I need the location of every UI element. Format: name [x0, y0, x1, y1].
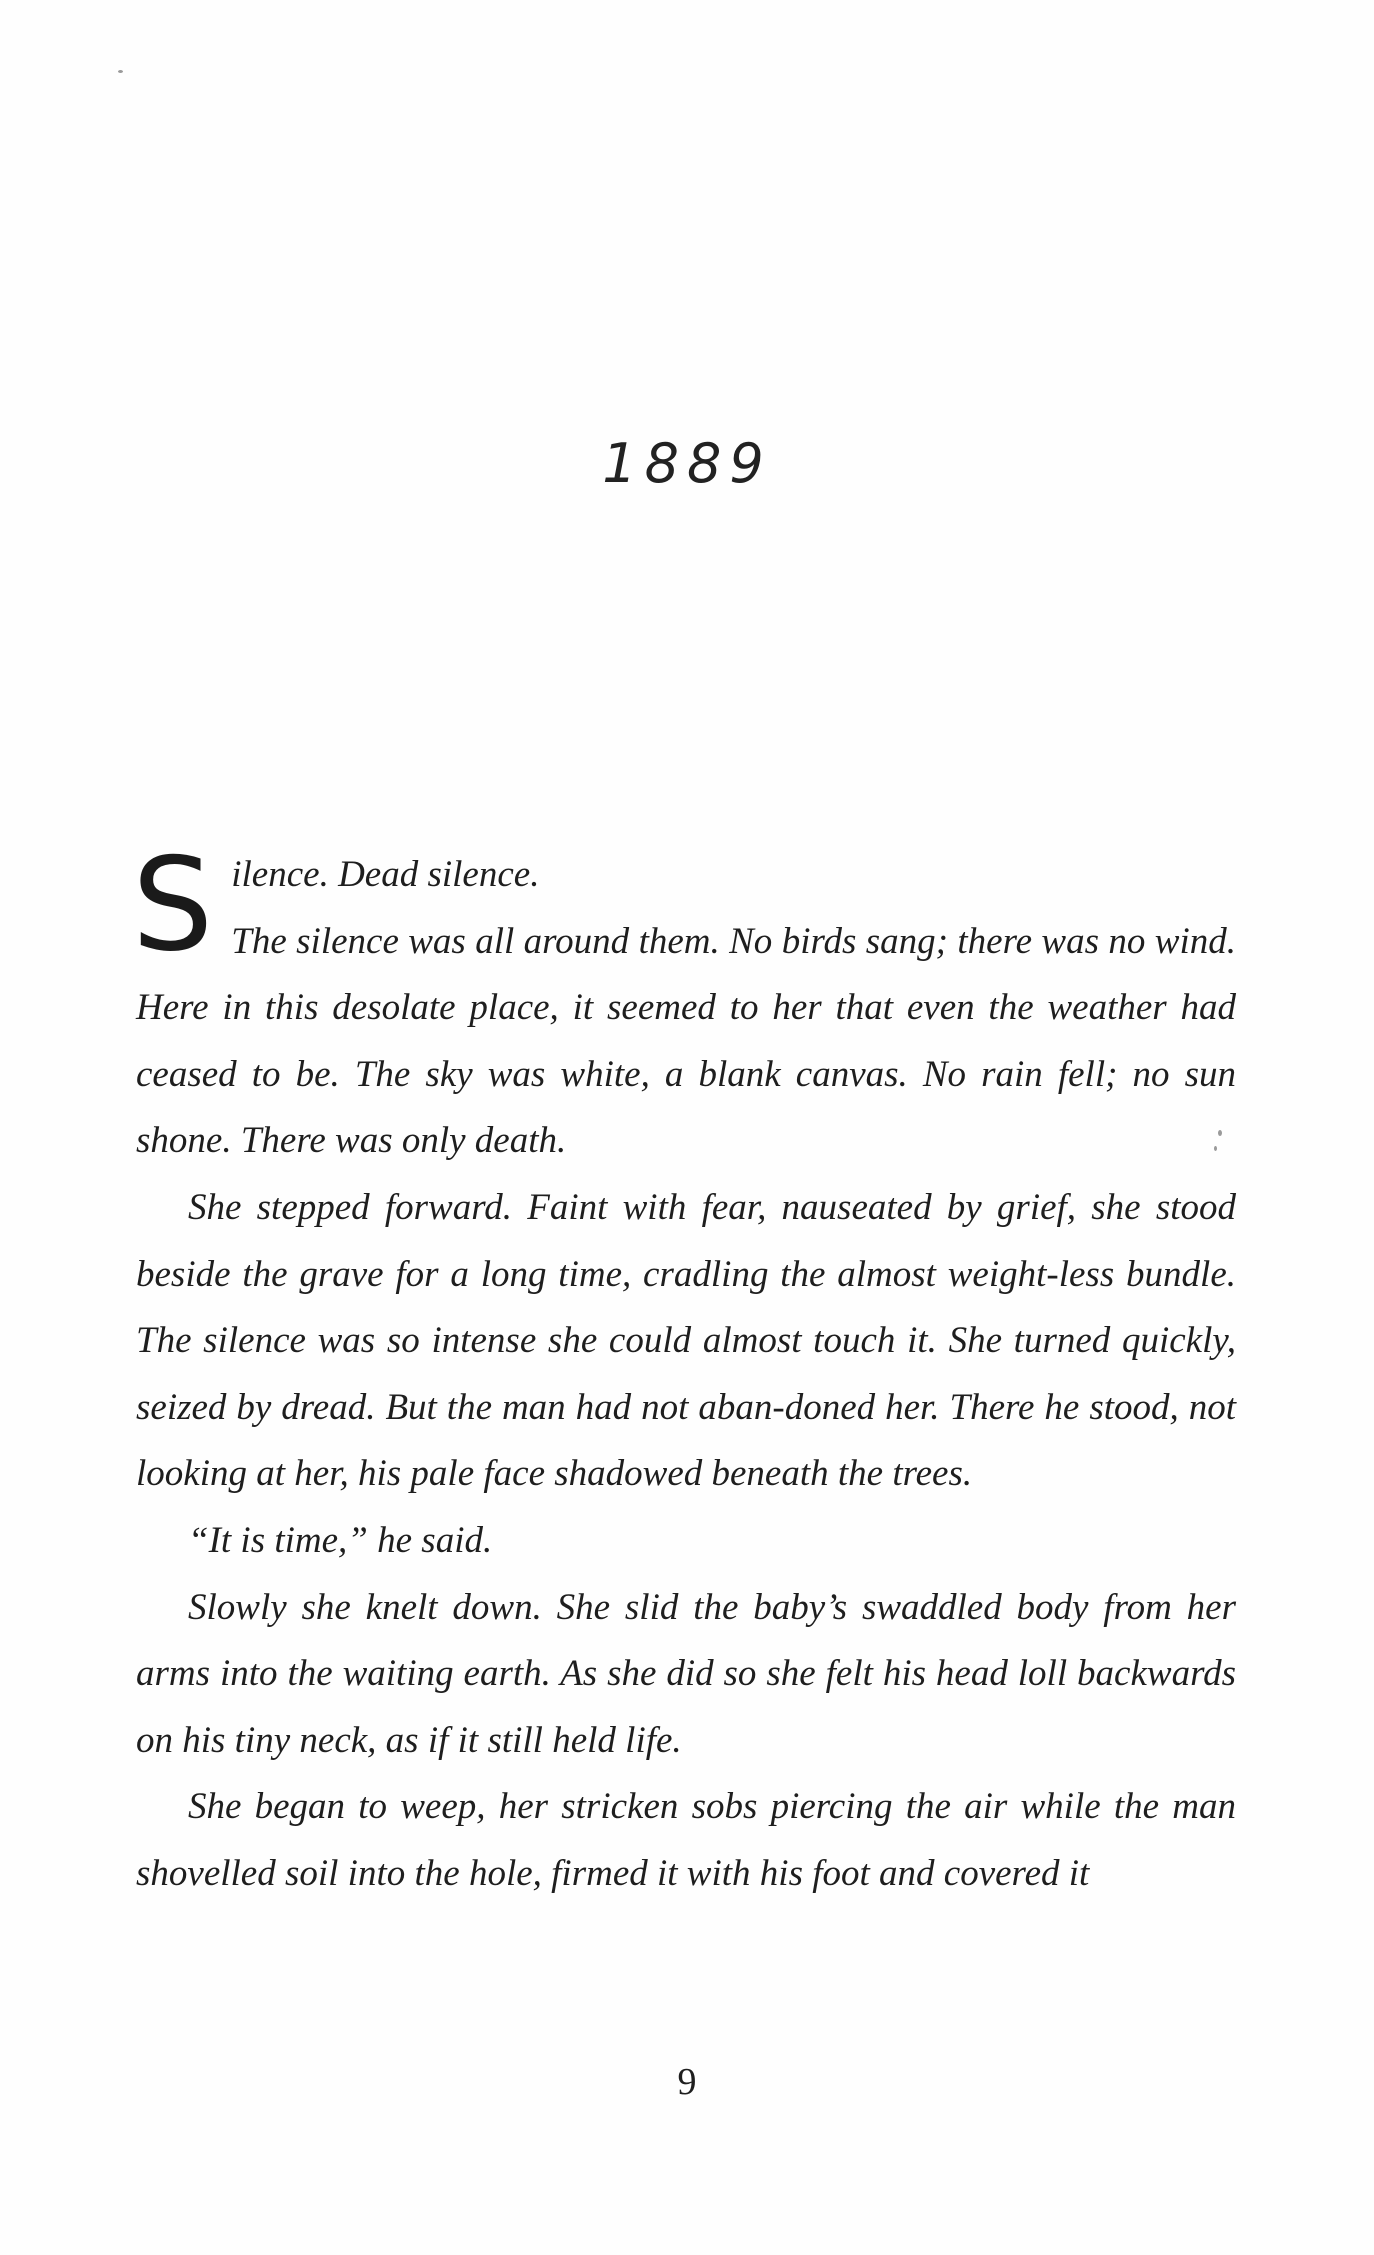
chapter-title: 1889: [602, 432, 772, 495]
page-number: 9: [677, 2061, 697, 2103]
paragraph: The silence was all around them. No birds sang; there was no wind. Here in this desolate place, it seemed to her that even the weather had ceased to be. The sky was white, a blank canvas. No rain fell; no sun shone. There was only death.: [136, 920, 1236, 1162]
scan-speck: [118, 70, 123, 73]
paragraph: Slowly she knelt down. She slid the baby’s swaddled body from her arms into the waiting earth. As she did so she felt his head loll backwards on his tiny neck, as if it still held life.: [136, 1586, 1236, 1761]
dialogue-paragraph: “It is time,” he said.: [188, 1519, 493, 1561]
paragraph: She began to weep, her stricken sobs piercing the air while the man shovelled soil into the hole, firmed it with his foot and covered it: [136, 1786, 1236, 1894]
chapter-body: [132, 831, 1236, 1908]
opening-paragraph: [132, 831, 1236, 980]
paragraph-text: ilence. Dead silence.: [231, 854, 540, 895]
drop-cap: S: [132, 831, 214, 980]
paragraph: She stepped forward. Faint with fear, nauseated by grief, she stood beside the grave for a long time, cradling the almost weight-less bundle. The silence was so intense she could almost touch it. She turned quickly, seized by dread. But the man had not aban-doned her. There he stood, not looking at her, his pale face shadowed beneath the trees.: [136, 1186, 1236, 1495]
